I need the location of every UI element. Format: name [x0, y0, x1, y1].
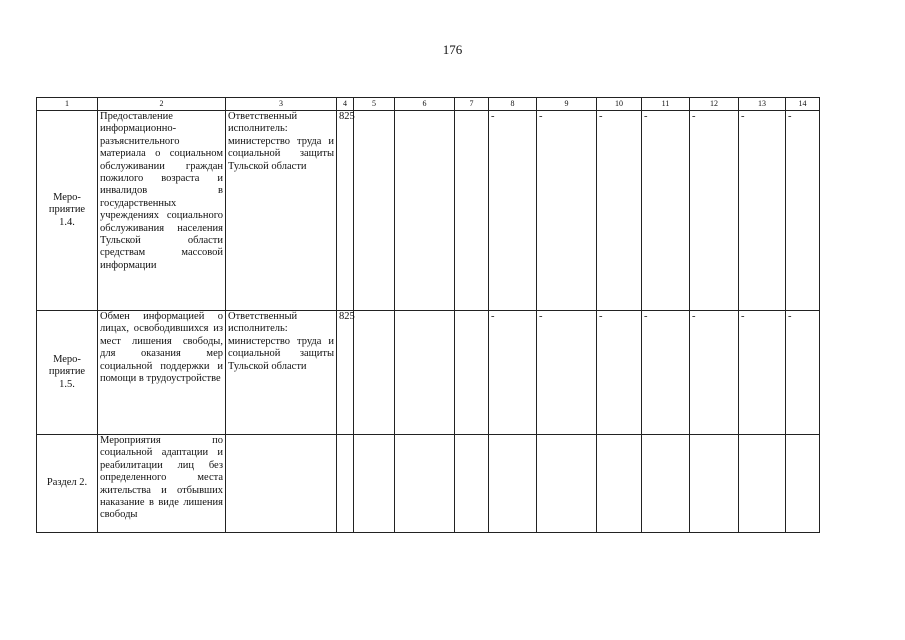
row-value: -: [642, 311, 690, 435]
row-code: 825: [337, 111, 354, 311]
row-value: [597, 435, 642, 533]
table-row: [37, 435, 820, 533]
row-label: Раздел 2.: [37, 435, 98, 533]
header-row: [37, 98, 820, 111]
row-value: [455, 435, 489, 533]
row-value: [455, 111, 489, 311]
row-value: [395, 111, 455, 311]
page-number: 176: [442, 42, 463, 57]
row-value: [642, 435, 690, 533]
row-value: -: [489, 311, 537, 435]
row-code: [337, 435, 354, 533]
table-row: [37, 111, 820, 311]
row-value: -: [690, 311, 739, 435]
row-value: [354, 111, 395, 311]
row-value: [739, 435, 786, 533]
row-description: Обмен информацией о лицах, освободившихся из мест лишения свободы, для оказания мер социальной поддержки и помощи в трудоустройстве: [98, 311, 226, 435]
col-header-11: 11: [642, 98, 690, 111]
row-value: -: [597, 111, 642, 311]
row-value: [537, 435, 597, 533]
row-value: -: [642, 111, 690, 311]
program-table: [36, 97, 820, 533]
row-description: Предоставление информационно-разъяснительного материала о социальном обслуживании граждан пожилого возраста и инвалидов в государственных учреждениях социального обслуживания населения Тульской области средствам массовой информации: [98, 111, 226, 311]
col-header-3: 3: [226, 98, 337, 111]
row-value: [354, 311, 395, 435]
row-value: -: [597, 311, 642, 435]
row-value: [690, 435, 739, 533]
col-header-7: 7: [455, 98, 489, 111]
row-executor: Ответственный исполнитель: министерство труда и социальной защиты Тульской области: [226, 311, 337, 435]
col-header-2: 2: [98, 98, 226, 111]
row-value: [395, 435, 455, 533]
col-header-4: 4: [337, 98, 354, 111]
row-value: -: [537, 111, 597, 311]
row-value: [395, 311, 455, 435]
row-executor: [226, 435, 337, 533]
col-header-12: 12: [690, 98, 739, 111]
row-label: Меро- приятие 1.4.: [37, 111, 98, 311]
col-header-10: 10: [597, 98, 642, 111]
col-header-14: 14: [786, 98, 820, 111]
row-executor: Ответственный исполнитель: министерство труда и социальной защиты Тульской области: [226, 111, 337, 311]
row-value: [455, 311, 489, 435]
row-value: -: [690, 111, 739, 311]
row-label: Меро- приятие 1.5.: [37, 311, 98, 435]
row-value: [786, 435, 820, 533]
col-header-5: 5: [354, 98, 395, 111]
col-header-6: 6: [395, 98, 455, 111]
row-value: -: [739, 311, 786, 435]
row-value: [489, 435, 537, 533]
row-value: -: [786, 311, 820, 435]
col-header-13: 13: [739, 98, 786, 111]
row-description: Мероприятия по социальной адаптации и реабилитации лиц без определенного места жительства и отбывших наказание в виде лишения свободы: [98, 435, 226, 533]
col-header-1: 1: [37, 98, 98, 111]
row-value: -: [489, 111, 537, 311]
col-header-9: 9: [537, 98, 597, 111]
row-value: -: [739, 111, 786, 311]
row-value: [354, 435, 395, 533]
table-row: [37, 311, 820, 435]
row-value: -: [786, 111, 820, 311]
row-value: -: [537, 311, 597, 435]
row-code: 825: [337, 311, 354, 435]
col-header-8: 8: [489, 98, 537, 111]
